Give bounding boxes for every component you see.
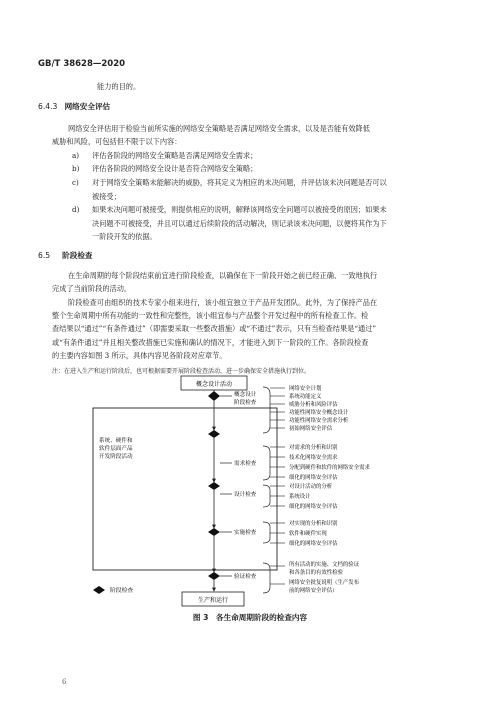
product-dev-phase-box bbox=[93, 408, 277, 570]
stage-label: 需求检查 bbox=[234, 461, 257, 467]
page-number: 6 bbox=[62, 678, 67, 686]
list-text: 评估各阶段的网络安全设计是否符合网络安全策略； bbox=[92, 164, 258, 173]
check-item: 网络安全计划 bbox=[289, 386, 322, 392]
list-text: 被接受； bbox=[92, 191, 121, 201]
list-text: 一阶段开发的依据。 bbox=[92, 232, 157, 241]
check-item: 软件和硬件实现 bbox=[289, 531, 327, 537]
section-65-para2-line: 或“有条件通过”并且相关整改措施已实施和确认的情况下，才能进入到下一阶段的工作。各阶段检查 bbox=[52, 338, 369, 347]
check-item: 前的网络安全评估） bbox=[289, 588, 338, 594]
list-marker: c) bbox=[72, 178, 79, 187]
verification-check-diamond-icon bbox=[208, 572, 220, 580]
check-item: 系统设计 bbox=[289, 494, 311, 500]
stage-label: 阶段检查 bbox=[234, 400, 257, 406]
list-text: 评估各阶段的网络安全策略是否满足网络安全需求； bbox=[92, 151, 258, 160]
section-65-para2-line: 查结果以“通过”“有条件通过”（即需要采取一些整改措施）或“不通过”表示，只有当检查结果是“通过” bbox=[52, 324, 377, 333]
check-item: 网络安全批复说明（生产发布 bbox=[289, 580, 360, 586]
check-item: 细化的网络安全评估 bbox=[289, 475, 338, 481]
list-text: 如果未决问题可被接受，则提供相应的说明，解释该网络安全问题可以被接受的原因；如果未 bbox=[92, 205, 387, 214]
check-item: 功能性网络安全需求分析 bbox=[289, 418, 349, 424]
section-65-para2-line: 的主要内容如图 3 所示，具体内容见各阶段对应章节。 bbox=[52, 351, 227, 360]
section-643-para-line2: 威胁和风险，可包括但不限于以下内容： bbox=[52, 137, 182, 146]
check-item: 系统功能定义 bbox=[289, 394, 322, 400]
standard-code: GB/T 38628—2020 bbox=[38, 59, 126, 69]
concept-design-activity-label: 概念设计活动 bbox=[195, 381, 233, 388]
stage-label: 实施检查 bbox=[234, 530, 257, 536]
list-text: 决问题不可被接受，并且可以通过后续阶段的活动解决，则记录该未决问题，以便将其作为下 bbox=[92, 218, 387, 228]
check-item: 技术化网络安全需求 bbox=[289, 455, 338, 461]
check-item: 和各条目的有效性检验 bbox=[289, 570, 343, 576]
design-check-diamond-icon bbox=[208, 482, 220, 490]
check-item: 威胁分析和风险评估 bbox=[289, 402, 338, 408]
section-number: 6.5 bbox=[38, 251, 51, 260]
section-643-para-line1: 网络安全评估用于检验当前所实施的网络安全策略是否满足网络安全需求，以及是否能有效降低 bbox=[68, 124, 370, 133]
production-operation-label: 生产和运行 bbox=[197, 597, 229, 604]
list-text: 对于网络安全策略未能解决的威胁，将其定义为相应的未决问题，并评估该未决问题是否可以 bbox=[92, 178, 387, 187]
check-item: 功能性网络安全概念设计 bbox=[289, 410, 349, 416]
check-item: 分配到硬件和软件的网络安全需求 bbox=[289, 465, 370, 471]
check-item: 所有活动的实施、文档的验证 bbox=[289, 562, 360, 568]
check-item: 细化的网络安全评估 bbox=[289, 541, 338, 547]
check-item: 对需求的分析和识别 bbox=[289, 445, 338, 451]
stage-label: 概念设计 bbox=[234, 392, 257, 398]
phase-box-label-line: 开发阶段活动 bbox=[99, 454, 133, 460]
section-title: 网络安全评估 bbox=[64, 102, 111, 111]
concept-check-diamond-icon bbox=[208, 391, 220, 401]
figure-caption: 图 3 各生命周期阶段的检查内容 bbox=[192, 613, 308, 622]
list-marker: b) bbox=[72, 164, 80, 173]
intro-line: 能力的目的。 bbox=[97, 82, 141, 91]
stage-label: 设计检查 bbox=[234, 492, 257, 498]
check-item: 对实现的分析和识别 bbox=[289, 521, 338, 527]
section-65-para2-line: 阶段检查可由组织的技术专家小组来进行，该小组宜独立于产品开发团队。此外，为了保持产品在 bbox=[68, 298, 378, 307]
section-65-para1-line: 完成了当前阶段的活动。 bbox=[52, 284, 132, 293]
stage-label: 验证检查 bbox=[234, 574, 257, 580]
section-65-note: 注：在进入生产和运行阶段后，也可根据需要开展阶段检查活动，进一步确保安全措施执行到位。 bbox=[52, 368, 311, 375]
section-65-para1-line: 在生命周期的每个阶段结束前宜进行阶段检查，以确保在下一阶段开始之前已经正确、一致地执行 bbox=[68, 271, 378, 280]
check-item: 对设计活动的分析 bbox=[289, 484, 333, 490]
legend-label: 阶段检查 bbox=[110, 588, 134, 594]
check-item: 细化的网络安全评估 bbox=[289, 504, 338, 510]
phase-box-label-line: 系统、硬件和 bbox=[99, 438, 133, 444]
implementation-check-diamond-icon bbox=[208, 528, 220, 536]
check-item: 初始网络安全评估 bbox=[289, 426, 333, 432]
section-number: 6.4.3 bbox=[38, 102, 58, 111]
legend-diamond-icon bbox=[93, 586, 105, 594]
list-marker: a) bbox=[72, 151, 80, 160]
phase-box-label-line: 软件层面产品 bbox=[99, 446, 133, 452]
list-marker: d) bbox=[72, 205, 80, 214]
section-title: 阶段检查 bbox=[62, 251, 93, 260]
requirement-check-diamond-icon bbox=[208, 430, 220, 438]
section-65-para2-line: 整个生命周期中所有功能的一致性和完整性，该小组宜参与产品整个开发过程中的所有检查工作。检 bbox=[52, 311, 369, 320]
